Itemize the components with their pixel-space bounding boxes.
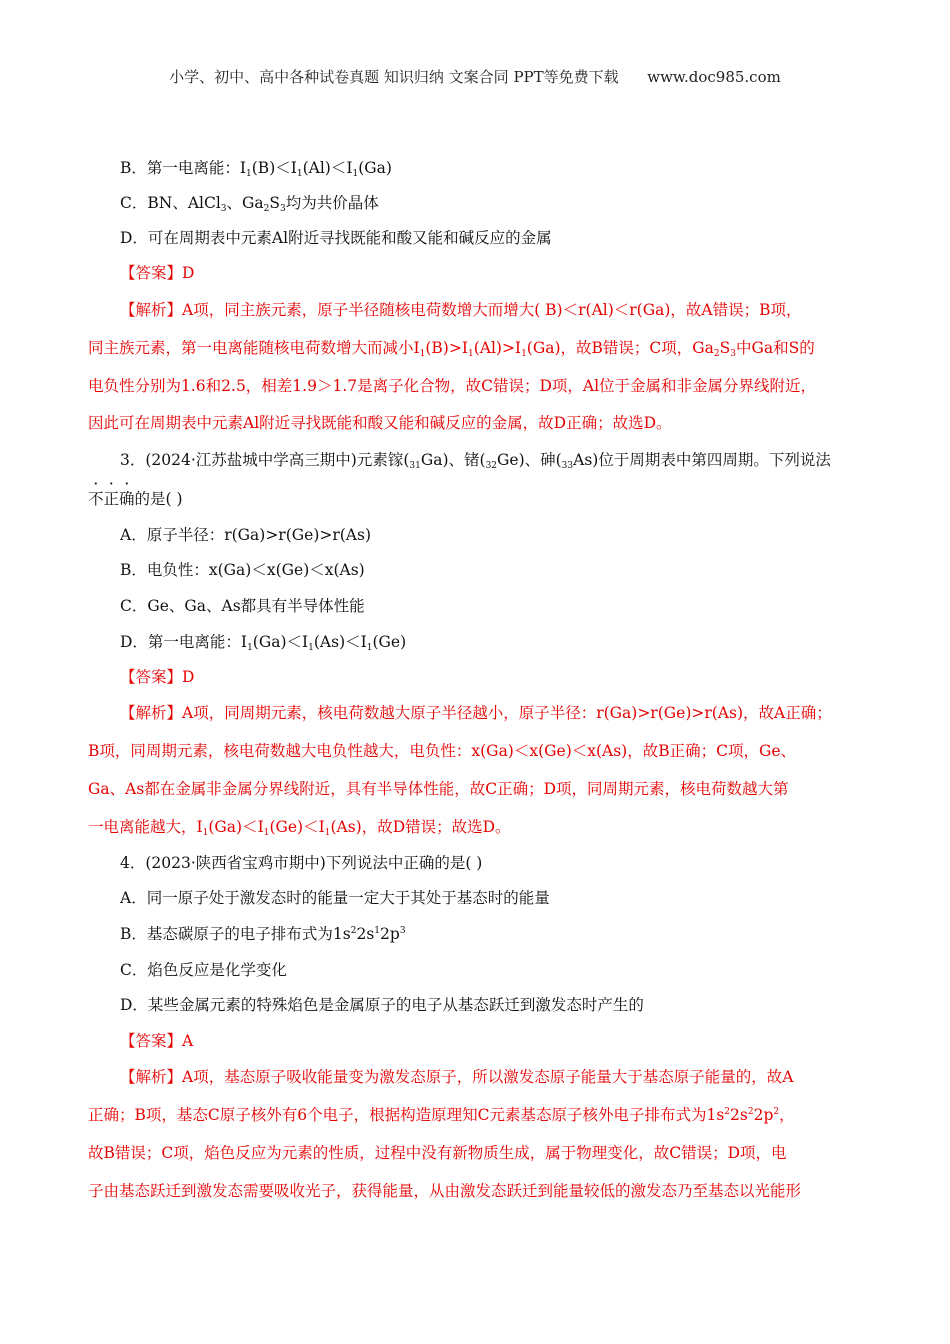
q3-option-b: B．电负性：x(Ga)＜x(Ge)＜x(As) — [120, 561, 365, 579]
q4-stem: 4．(2023·陕西省宝鸡市期中)下列说法中正确的是( ) — [120, 854, 483, 872]
q4-explanation-line-2: 正确；B项，基态C原子核外有6个电子，根据构造原理知C元素基态原子核外电子排布式为$1s^22s^22p^2$， — [88, 1106, 795, 1124]
q3-explanation-line-4: 一电离能越大，$I_1(Ga)<I_1(Ge)<I_1(As)$，故D错误；故选D。 — [88, 818, 511, 838]
q2-explanation-line-2: 同主族元素，第一电离能随核电荷数增大而减小$I_1(B)>I_1(Al)>I_1(Ga)$，故B错误；C项，$Ga_2S_3$中Ga和S的 — [88, 339, 815, 359]
q4-option-c: C．焰色反应是化学变化 — [120, 961, 287, 979]
page-header: 小学、初中、高中各种试卷真题 知识归纳 文案合同 PPT等免费下载 www.doc985.com — [169, 68, 781, 86]
q4-option-a: A．同一原子处于激发态时的能量一定大于其处于基态时的能量 — [120, 889, 550, 907]
q2-explanation-line-4: 因此可在周期表中元素Al附近寻找既能和酸又能和碱反应的金属，故D正确；故选D。 — [88, 414, 672, 432]
q3-answer: 【答案】D — [120, 668, 195, 686]
q2-option-d: D．可在周期表中元素Al附近寻找既能和酸又能和碱反应的金属 — [120, 229, 552, 247]
q4-explanation-line-4: 子由基态跃迁到激发态需要吸收光子，获得能量，从由激发态跃迁到能量较低的激发态乃至基态以光能形 — [88, 1182, 802, 1200]
q2-option-b: B．第一电离能：$I_1(B)<I_1(Al)<I_1(Ga)$ — [120, 159, 392, 179]
q3-option-d: D．第一电离能：$I_1(Ga)<I_1(As)<I_1(Ge)$ — [120, 633, 407, 653]
q2-explanation-line-3: 电负性分别为1.6和2.5，相差1.9＞1.7是离子化合物，故C错误；D项，Al位于金属和非金属分界线附近， — [88, 377, 817, 395]
q2-explanation-line-1: 【解析】A项，同主族元素，原子半径随核电荷数增大而增大( B)＜r(Al)＜r(Ga)，故A错误；B项， — [120, 301, 802, 319]
q3-explanation-line-1: 【解析】A项，同周期元素，核电荷数越大原子半径越小，原子半径：r(Ga)>r(Ge)>r(As)，故A正确； — [120, 704, 832, 722]
q3-option-a: A．原子半径：r(Ga)>r(Ge)>r(As) — [120, 526, 372, 544]
q4-option-d: D．某些金属元素的特殊焰色是金属原子的电子从基态跃迁到激发态时产生的 — [120, 996, 644, 1014]
q2-answer: 【答案】D — [120, 264, 195, 282]
q3-explanation-line-3: Ga、As都在金属非金属分界线附近，具有半导体性能，故C正确；D项，同周期元素，核电荷数越大第 — [88, 780, 789, 798]
q3-option-c: C．Ge、Ga、As都具有半导体性能 — [120, 597, 365, 615]
q4-option-b: B．基态碳原子的电子排布式为$1s^22s^12p^3$ — [120, 925, 406, 943]
q4-explanation-line-1: 【解析】A项，基态原子吸收能量变为激发态原子，所以激发态原子能量大于基态原子能量的，故A — [120, 1068, 794, 1086]
q3-stem-line-2: 不正确的是( ) — [88, 490, 183, 508]
q4-explanation-line-3: 故B错误；C项，焰色反应为元素的性质，过程中没有新物质生成，属于物理变化，故C错误；D项，电 — [88, 1144, 787, 1162]
q2-option-c: C．BN、AlCl$_3$、$Ga_2S_3$均为共价晶体 — [120, 194, 379, 214]
q4-answer: 【答案】A — [120, 1032, 194, 1050]
q3-stem-line-1: 3．(2024·江苏盐城中学高三期中)元素镓$(_{31}Ga)$、锗$(_{32}Ge)$、砷$(_{33}As)$位于周期表中第四周期。下列说法 — [120, 451, 831, 471]
q3-explanation-line-2: B项，同周期元素，核电荷数越大电负性越大，电负性：x(Ga)＜x(Ge)＜x(As)，故B正确；C项，Ge、 — [88, 742, 797, 760]
